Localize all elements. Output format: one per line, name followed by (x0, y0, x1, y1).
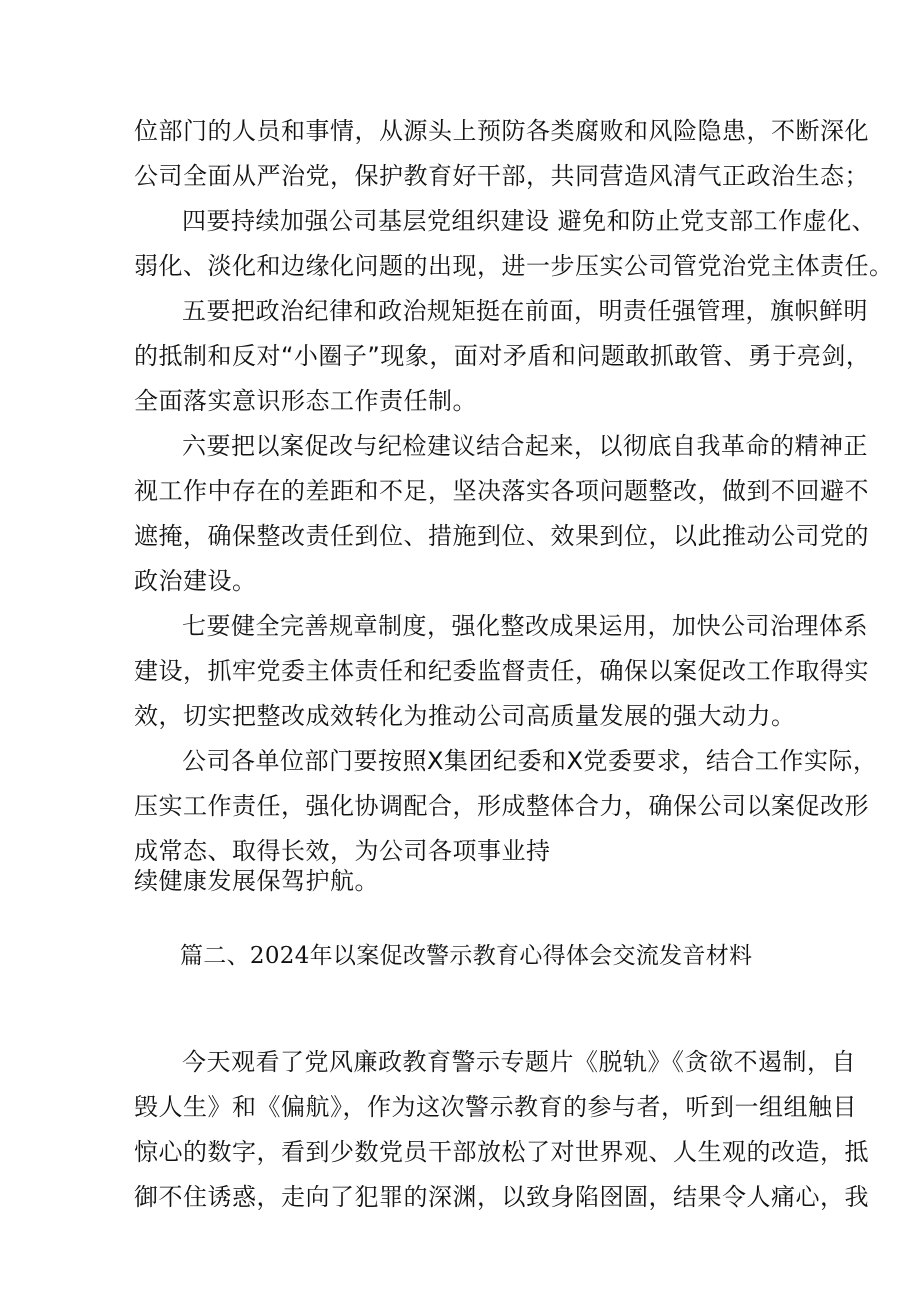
body-text-line: 今天观看了党风廉政教育警示专题片《脱轨》《贪欲不遏制，自 (182, 1048, 856, 1076)
body-text-line: 弱化、淡化和边缘化问题的出现，进一步压实公司管党治党主体责任。 (134, 252, 894, 280)
body-text-line: 五要把政治纪律和政治规矩挺在前面，明责任强管理，旗帜鲜明 (182, 297, 868, 325)
body-text-line: 公司全面从严治党，保护教育好干部，共同营造风清气正政治生态； (134, 162, 869, 190)
body-text-line: 毁人生》和《偏航》，作为这次警示教育的参与者，听到一组组触目 (134, 1093, 857, 1121)
body-text-line: 六要把以案促改与纪检建议结合起来，以彻底自我革命的精神正 (182, 432, 868, 460)
body-text-line: 四要持续加强公司基层党组织建设 避免和防止党支部工作虚化、 (182, 207, 877, 235)
body-text-line: 的抵制和反对“小圈子”现象，面对矛盾和问题敢抓敢管、勇于亮剑， (134, 342, 871, 370)
section-heading: 篇二、2024年以案促改警示教育心得体会交流发音材料 (180, 943, 753, 969)
body-text-line: 效，切实把整改成效转化为推动公司高质量发展的强大动力。 (134, 702, 796, 730)
body-text-line: 遮掩，确保整改责任到位、措施到位、效果到位，以此推动公司党的 (134, 522, 869, 550)
body-text-line: 政治建设。 (134, 567, 257, 595)
body-text-line: 建设，抓牢党委主体责任和纪委监督责任，确保以案促改工作取得实 (134, 657, 869, 685)
body-text-line: 成常态、取得长效，为公司各项事业持 (134, 837, 551, 865)
body-text-line: 公司各单位部门要按照X集团纪委和X党委要求，结合工作实际， (182, 747, 878, 775)
body-text-line: 视工作中存在的差距和不足，坚决落实各项问题整改，做到不回避不 (134, 477, 869, 505)
body-text-line: 惊心的数字，看到少数党员干部放松了对世界观、人生观的改造，抵 (134, 1138, 869, 1166)
body-text-line: 御不住诱惑，走向了犯罪的深渊，以致身陷囹圄，结果令人痛心，我 (134, 1183, 869, 1211)
body-text-line: 全面落实意识形态工作责任制。 (134, 387, 477, 415)
body-text-line: 位部门的人员和事情，从源头上预防各类腐败和风险隐患，不断深化 (134, 117, 869, 145)
body-text-line: 续健康发展保驾护航。 (134, 867, 379, 895)
body-text-line: 七要健全完善规章制度，强化整改成果运用，加快公司治理体系 (182, 612, 868, 640)
body-text-line: 压实工作责任，强化协调配合，形成整体合力，确保公司以案促改形 (134, 792, 869, 820)
